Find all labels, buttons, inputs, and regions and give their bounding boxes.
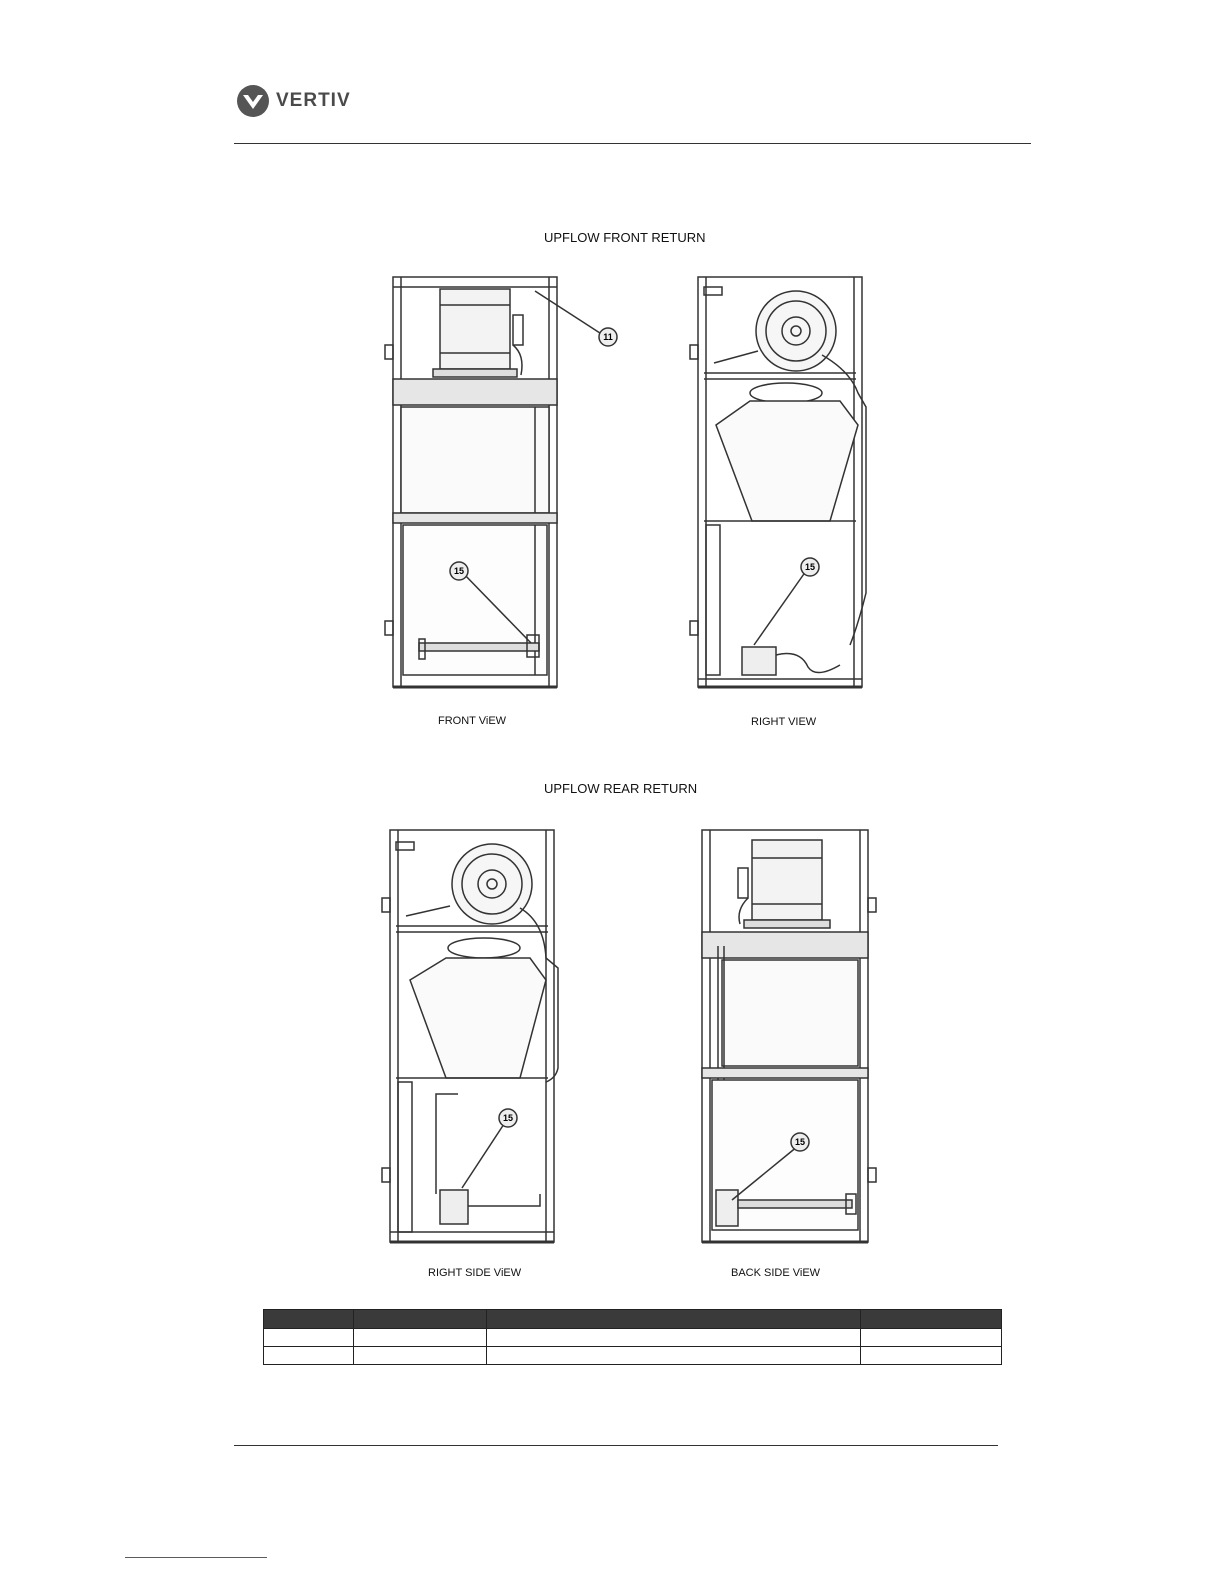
vertiv-chevron-logo-icon — [236, 84, 270, 118]
table-cell — [861, 1329, 1002, 1347]
caption-front-view: FRONT ViEW — [438, 715, 507, 727]
svg-text:15: 15 — [804, 562, 816, 572]
table-cell — [487, 1347, 861, 1365]
svg-text:11: 11 — [603, 332, 613, 342]
section-title-rear-return: UPFLOW REAR RETURN — [544, 781, 698, 796]
footer-rule — [234, 1445, 998, 1446]
vertiv-logo — [236, 84, 376, 118]
table-header-cell — [861, 1310, 1002, 1329]
right-view-drawing — [690, 275, 880, 691]
caption-right-view: RIGHT VIEW — [751, 716, 817, 728]
right-side-view-drawing — [380, 828, 570, 1248]
caption-right-side-view: RIGHT SIDE ViEW — [428, 1267, 522, 1279]
callout-15 — [801, 558, 819, 576]
table-cell — [353, 1347, 487, 1365]
parts-table — [263, 1309, 1002, 1365]
table-header-cell — [264, 1310, 354, 1329]
svg-text:15: 15 — [502, 1113, 514, 1123]
caption-back-side-view: BACK SIDE ViEW — [731, 1267, 821, 1279]
callout-15 — [450, 562, 468, 580]
table-cell — [264, 1329, 354, 1347]
brand-name: VERTIV — [276, 90, 351, 111]
table-row — [264, 1347, 1002, 1365]
table-row — [264, 1329, 1002, 1347]
table-header-cell — [487, 1310, 861, 1329]
table-header-cell — [353, 1310, 487, 1329]
section-title-front-return: UPFLOW FRONT RETURN — [544, 230, 706, 245]
table-cell — [487, 1329, 861, 1347]
table-cell — [264, 1347, 354, 1365]
callout-15 — [791, 1133, 809, 1151]
back-side-view-drawing — [694, 828, 880, 1248]
svg-text:15: 15 — [453, 566, 465, 576]
callout-15 — [499, 1109, 517, 1127]
table-header-row — [264, 1310, 1002, 1329]
table-cell — [353, 1329, 487, 1347]
front-view-drawing — [385, 275, 613, 691]
footer-link-underline[interactable] — [125, 1557, 267, 1558]
table-cell — [861, 1347, 1002, 1365]
svg-text:15: 15 — [794, 1137, 806, 1147]
callout-11 — [599, 328, 617, 346]
header-rule — [234, 143, 1031, 144]
